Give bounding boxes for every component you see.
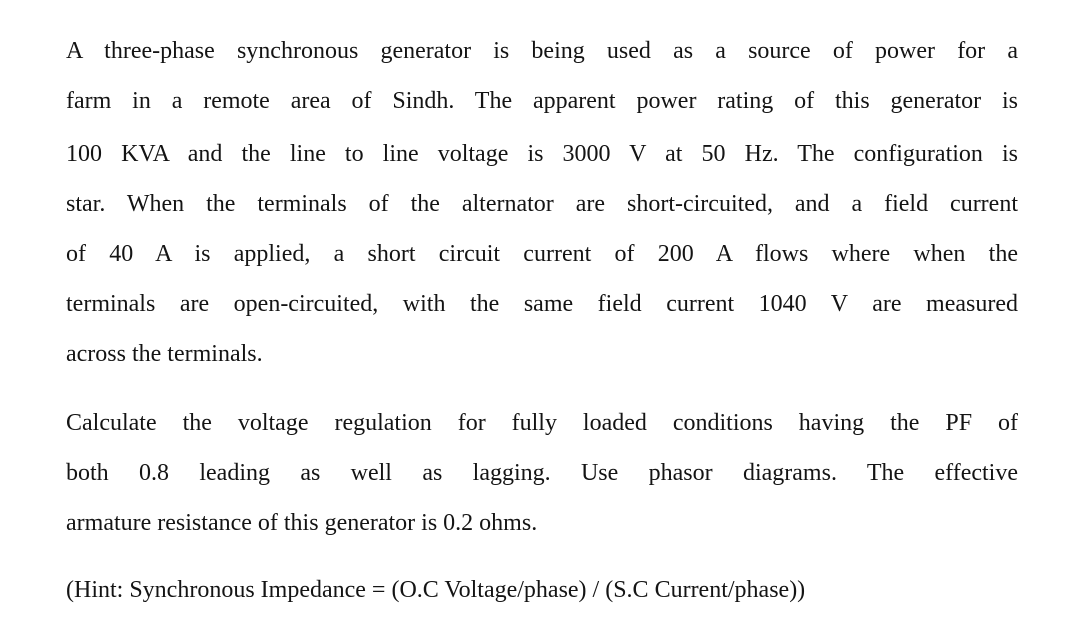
text-line: Calculate the voltage regulation for fully loaded conditions having the PF of <box>66 410 1018 436</box>
text-line: of 40 A is applied, a short circuit current of 200 A flows where when the <box>66 241 1018 267</box>
text-line: A three-phase synchronous generator is being used as a source of power for a <box>66 38 1018 64</box>
text-line: both 0.8 leading as well as lagging. Use phasor diagrams. The effective <box>66 460 1018 486</box>
text-line: farm in a remote area of Sindh. The apparent power rating of this generator is <box>66 88 1018 114</box>
hint-text: (Hint: Synchronous Impedance = (O.C Voltage/phase) / (S.C Current/phase)) <box>66 577 806 603</box>
text-line: 100 KVA and the line to line voltage is 3000 V at 50 Hz. The configuration is <box>66 141 1018 167</box>
text-line: star. When the terminals of the alternator are short-circuited, and a field current <box>66 191 1018 217</box>
text-line: armature resistance of this generator is 0.2 ohms. <box>66 510 538 536</box>
text-line: terminals are open-circuited, with the same field current 1040 V are measured <box>66 291 1018 317</box>
text-line: across the terminals. <box>66 341 263 367</box>
